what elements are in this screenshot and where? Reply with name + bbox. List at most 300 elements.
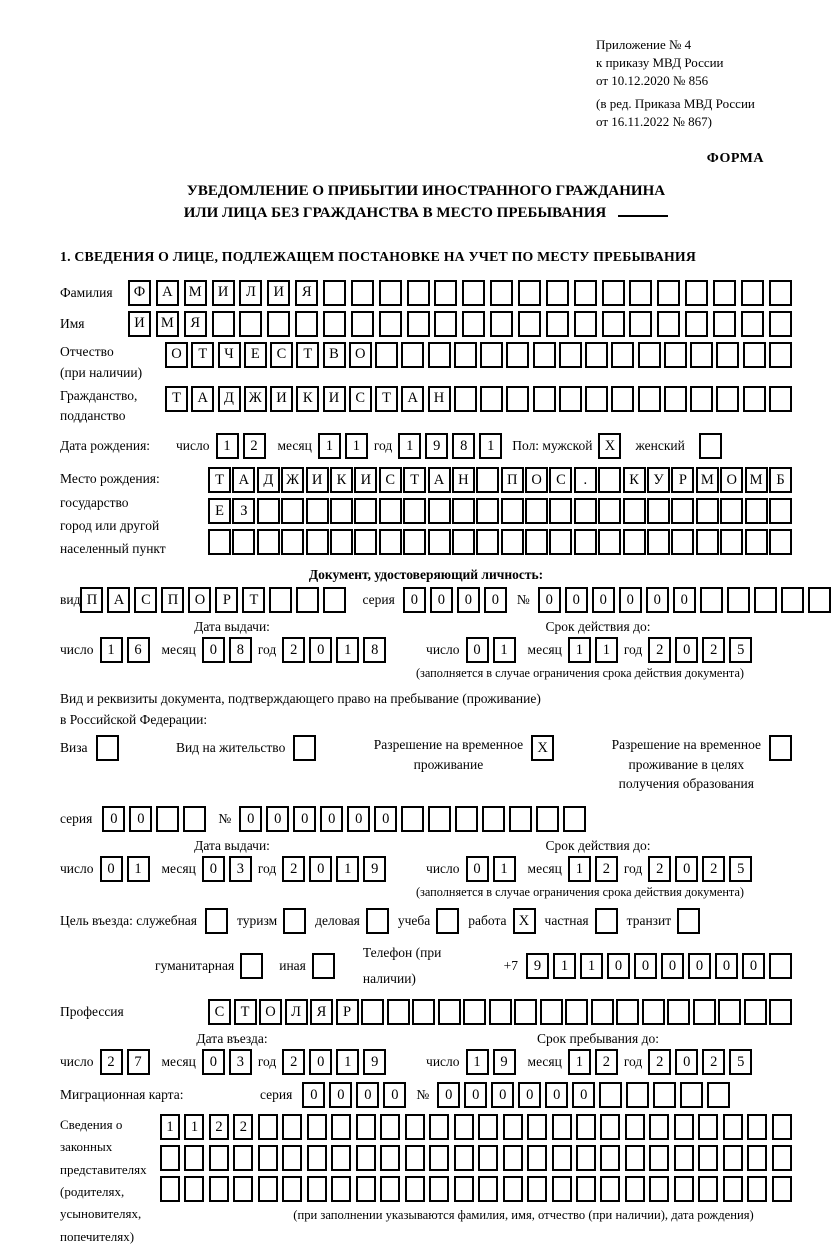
char-cell[interactable] [306,498,329,524]
char-cell[interactable]: 0 [202,637,225,663]
char-cell[interactable] [462,311,485,337]
char-cell[interactable] [209,1176,229,1202]
char-cell[interactable]: 0 [464,1082,487,1108]
char-cell[interactable]: С [208,999,231,1025]
char-cell[interactable]: 8 [363,637,386,663]
char-cell[interactable] [585,386,608,412]
char-cell[interactable]: 0 [466,856,489,882]
char-cell[interactable]: 0 [239,806,262,832]
char-cell[interactable] [769,280,792,306]
char-cell[interactable] [331,1114,351,1140]
char-cell[interactable] [685,311,708,337]
purpose-business-checkbox[interactable] [366,908,389,934]
char-cell[interactable] [698,1114,718,1140]
char-cell[interactable] [380,1176,400,1202]
char-cell[interactable]: 0 [661,953,684,979]
char-cell[interactable] [576,1176,596,1202]
char-cell[interactable]: 9 [493,1049,516,1075]
char-cell[interactable] [559,342,582,368]
char-cell[interactable] [454,342,477,368]
char-cell[interactable] [546,311,569,337]
char-cell[interactable]: Я [295,280,318,306]
char-cell[interactable] [549,529,572,555]
char-cell[interactable]: 2 [282,856,305,882]
char-cell[interactable] [405,1114,425,1140]
char-cell[interactable]: 1 [345,433,368,459]
char-cell[interactable]: А [428,467,451,493]
char-cell[interactable]: 1 [184,1114,204,1140]
char-cell[interactable]: М [156,311,179,337]
char-cell[interactable]: 2 [648,856,671,882]
char-cell[interactable]: И [212,280,235,306]
char-cell[interactable] [680,1082,703,1108]
char-cell[interactable] [463,999,486,1025]
char-cell[interactable]: 0 [466,637,489,663]
char-cell[interactable] [642,999,665,1025]
char-cell[interactable] [501,529,524,555]
char-cell[interactable]: 1 [580,953,603,979]
char-cell[interactable] [690,342,713,368]
char-cell[interactable] [454,1145,474,1171]
char-cell[interactable] [563,806,586,832]
char-cell[interactable]: 1 [336,637,359,663]
char-cell[interactable]: 0 [484,587,507,613]
char-cell[interactable]: 0 [329,1082,352,1108]
char-cell[interactable] [258,1176,278,1202]
char-cell[interactable] [772,1114,792,1140]
char-cell[interactable] [506,342,529,368]
char-cell[interactable]: Т [242,587,265,613]
char-cell[interactable]: 0 [100,856,123,882]
char-cell[interactable]: Р [671,467,694,493]
char-cell[interactable]: А [107,587,130,613]
char-cell[interactable] [616,999,639,1025]
char-cell[interactable] [183,806,206,832]
char-cell[interactable] [331,1176,351,1202]
char-cell[interactable]: 0 [356,1082,379,1108]
char-cell[interactable]: 0 [688,953,711,979]
char-cell[interactable] [184,1176,204,1202]
char-cell[interactable]: Р [336,999,359,1025]
purpose-tourism-checkbox[interactable] [283,908,306,934]
char-cell[interactable]: Т [208,467,231,493]
char-cell[interactable]: 1 [127,856,150,882]
char-cell[interactable] [674,1114,694,1140]
char-cell[interactable] [405,1145,425,1171]
char-cell[interactable] [490,311,513,337]
char-cell[interactable] [239,311,262,337]
char-cell[interactable] [351,280,374,306]
purpose-work-checkbox[interactable]: X [513,908,536,934]
char-cell[interactable]: 1 [493,856,516,882]
char-cell[interactable] [525,529,548,555]
char-cell[interactable]: 3 [229,856,252,882]
char-cell[interactable] [407,311,430,337]
char-cell[interactable] [772,1176,792,1202]
purpose-official-checkbox[interactable] [205,908,228,934]
char-cell[interactable]: 0 [129,806,152,832]
char-cell[interactable] [525,498,548,524]
char-cell[interactable] [576,1145,596,1171]
char-cell[interactable] [781,587,804,613]
char-cell[interactable] [713,280,736,306]
char-cell[interactable]: 1 [568,637,591,663]
char-cell[interactable]: 2 [595,856,618,882]
char-cell[interactable] [379,529,402,555]
female-checkbox[interactable] [699,433,722,459]
char-cell[interactable]: Н [452,467,475,493]
char-cell[interactable] [331,1145,351,1171]
char-cell[interactable]: К [330,467,353,493]
char-cell[interactable] [690,386,713,412]
char-cell[interactable] [747,1145,767,1171]
char-cell[interactable]: Л [239,280,262,306]
purpose-humanitarian-checkbox[interactable] [240,953,263,979]
char-cell[interactable]: 2 [243,433,266,459]
char-cell[interactable] [599,1082,622,1108]
char-cell[interactable]: 2 [648,637,671,663]
char-cell[interactable] [527,1114,547,1140]
char-cell[interactable] [330,498,353,524]
char-cell[interactable]: 0 [309,1049,332,1075]
char-cell[interactable] [598,529,621,555]
char-cell[interactable] [480,342,503,368]
char-cell[interactable] [653,1082,676,1108]
char-cell[interactable]: 1 [553,953,576,979]
char-cell[interactable]: 0 [102,806,125,832]
char-cell[interactable] [452,498,475,524]
char-cell[interactable]: 1 [493,637,516,663]
char-cell[interactable] [552,1114,572,1140]
char-cell[interactable]: 0 [202,1049,225,1075]
char-cell[interactable] [454,386,477,412]
char-cell[interactable]: 2 [702,637,725,663]
char-cell[interactable] [667,999,690,1025]
char-cell[interactable]: О [259,999,282,1025]
char-cell[interactable]: Р [215,587,238,613]
temp-residence-edu-checkbox[interactable] [769,735,792,761]
char-cell[interactable]: 1 [595,637,618,663]
char-cell[interactable]: . [574,467,597,493]
char-cell[interactable]: 0 [572,1082,595,1108]
char-cell[interactable] [769,386,792,412]
char-cell[interactable] [476,529,499,555]
char-cell[interactable] [649,1176,669,1202]
char-cell[interactable]: У [647,467,670,493]
char-cell[interactable]: 0 [403,587,426,613]
char-cell[interactable] [625,1176,645,1202]
char-cell[interactable]: Е [208,498,231,524]
char-cell[interactable] [754,587,777,613]
char-cell[interactable]: 9 [363,856,386,882]
char-cell[interactable]: Я [184,311,207,337]
char-cell[interactable] [657,280,680,306]
char-cell[interactable] [707,1082,730,1108]
char-cell[interactable]: 0 [646,587,669,613]
char-cell[interactable] [258,1114,278,1140]
char-cell[interactable] [747,1114,767,1140]
char-cell[interactable] [380,1145,400,1171]
char-cell[interactable] [160,1176,180,1202]
char-cell[interactable] [454,1176,474,1202]
char-cell[interactable] [744,999,767,1025]
char-cell[interactable] [356,1176,376,1202]
char-cell[interactable]: 0 [634,953,657,979]
char-cell[interactable] [671,529,694,555]
char-cell[interactable]: С [549,467,572,493]
char-cell[interactable]: 0 [673,587,696,613]
char-cell[interactable]: И [354,467,377,493]
char-cell[interactable]: В [323,342,346,368]
char-cell[interactable]: И [267,280,290,306]
char-cell[interactable]: М [184,280,207,306]
char-cell[interactable]: 2 [702,1049,725,1075]
char-cell[interactable]: А [401,386,424,412]
char-cell[interactable] [212,311,235,337]
char-cell[interactable]: З [232,498,255,524]
char-cell[interactable]: 9 [363,1049,386,1075]
char-cell[interactable]: 6 [127,637,150,663]
char-cell[interactable]: 0 [430,587,453,613]
char-cell[interactable]: 0 [266,806,289,832]
char-cell[interactable] [565,999,588,1025]
char-cell[interactable] [354,498,377,524]
char-cell[interactable] [540,999,563,1025]
char-cell[interactable] [455,806,478,832]
char-cell[interactable] [574,498,597,524]
char-cell[interactable]: 0 [538,587,561,613]
char-cell[interactable] [257,498,280,524]
char-cell[interactable]: О [349,342,372,368]
char-cell[interactable] [623,529,646,555]
char-cell[interactable]: 0 [607,953,630,979]
char-cell[interactable]: Е [244,342,267,368]
char-cell[interactable] [718,999,741,1025]
char-cell[interactable]: 0 [491,1082,514,1108]
char-cell[interactable] [664,342,687,368]
char-cell[interactable] [533,342,556,368]
char-cell[interactable] [282,1145,302,1171]
char-cell[interactable] [657,311,680,337]
char-cell[interactable] [745,498,768,524]
char-cell[interactable]: М [696,467,719,493]
char-cell[interactable] [598,498,621,524]
char-cell[interactable] [527,1176,547,1202]
char-cell[interactable] [808,587,831,613]
char-cell[interactable] [723,1176,743,1202]
temp-residence-checkbox[interactable]: X [531,735,554,761]
char-cell[interactable] [716,386,739,412]
char-cell[interactable]: 2 [648,1049,671,1075]
char-cell[interactable] [232,529,255,555]
char-cell[interactable]: 5 [729,856,752,882]
char-cell[interactable] [600,1145,620,1171]
char-cell[interactable] [720,498,743,524]
char-cell[interactable] [549,498,572,524]
char-cell[interactable] [503,1145,523,1171]
char-cell[interactable] [351,311,374,337]
char-cell[interactable]: 0 [293,806,316,832]
char-cell[interactable] [403,529,426,555]
char-cell[interactable] [375,342,398,368]
char-cell[interactable]: О [720,467,743,493]
char-cell[interactable] [269,587,292,613]
char-cell[interactable]: 1 [568,1049,591,1075]
char-cell[interactable] [585,342,608,368]
char-cell[interactable] [741,280,764,306]
char-cell[interactable] [506,386,529,412]
char-cell[interactable] [482,806,505,832]
char-cell[interactable] [489,999,512,1025]
char-cell[interactable] [330,529,353,555]
char-cell[interactable] [454,1114,474,1140]
char-cell[interactable] [281,498,304,524]
char-cell[interactable] [387,999,410,1025]
char-cell[interactable] [258,1145,278,1171]
char-cell[interactable]: Т [403,467,426,493]
char-cell[interactable]: 2 [100,1049,123,1075]
char-cell[interactable] [407,280,430,306]
char-cell[interactable] [674,1176,694,1202]
char-cell[interactable] [693,999,716,1025]
char-cell[interactable] [743,342,766,368]
char-cell[interactable] [323,280,346,306]
char-cell[interactable] [462,280,485,306]
char-cell[interactable] [698,1176,718,1202]
char-cell[interactable]: 8 [229,637,252,663]
char-cell[interactable]: 1 [318,433,341,459]
char-cell[interactable] [282,1114,302,1140]
char-cell[interactable] [501,498,524,524]
char-cell[interactable]: Т [165,386,188,412]
char-cell[interactable]: А [156,280,179,306]
char-cell[interactable] [354,529,377,555]
char-cell[interactable] [307,1114,327,1140]
char-cell[interactable]: 0 [545,1082,568,1108]
char-cell[interactable]: 0 [675,856,698,882]
char-cell[interactable]: 0 [309,856,332,882]
char-cell[interactable] [208,529,231,555]
char-cell[interactable]: 1 [216,433,239,459]
char-cell[interactable] [307,1145,327,1171]
char-cell[interactable] [478,1176,498,1202]
char-cell[interactable]: 2 [282,637,305,663]
char-cell[interactable]: 0 [565,587,588,613]
char-cell[interactable] [379,311,402,337]
char-cell[interactable] [591,999,614,1025]
char-cell[interactable] [509,806,532,832]
char-cell[interactable] [405,1176,425,1202]
char-cell[interactable] [514,999,537,1025]
residence-permit-checkbox[interactable] [293,735,316,761]
char-cell[interactable] [480,386,503,412]
char-cell[interactable]: Ж [281,467,304,493]
char-cell[interactable] [769,953,792,979]
char-cell[interactable]: Ф [128,280,151,306]
char-cell[interactable] [428,342,451,368]
char-cell[interactable] [476,467,499,493]
char-cell[interactable] [674,1145,694,1171]
char-cell[interactable]: 0 [320,806,343,832]
char-cell[interactable]: С [270,342,293,368]
char-cell[interactable] [323,311,346,337]
char-cell[interactable] [503,1176,523,1202]
char-cell[interactable] [647,498,670,524]
char-cell[interactable]: 1 [336,1049,359,1075]
char-cell[interactable]: К [623,467,646,493]
char-cell[interactable]: О [188,587,211,613]
char-cell[interactable] [380,1114,400,1140]
char-cell[interactable]: 0 [437,1082,460,1108]
char-cell[interactable]: Т [375,386,398,412]
char-cell[interactable] [600,1114,620,1140]
char-cell[interactable]: Л [285,999,308,1025]
char-cell[interactable]: 1 [479,433,502,459]
char-cell[interactable] [671,498,694,524]
char-cell[interactable] [401,342,424,368]
char-cell[interactable]: Т [296,342,319,368]
char-cell[interactable]: С [349,386,372,412]
char-cell[interactable] [638,386,661,412]
char-cell[interactable] [429,1145,449,1171]
char-cell[interactable]: Н [428,386,451,412]
char-cell[interactable] [611,342,634,368]
char-cell[interactable] [356,1114,376,1140]
char-cell[interactable]: П [501,467,524,493]
purpose-other-checkbox[interactable] [312,953,335,979]
char-cell[interactable] [401,806,424,832]
char-cell[interactable] [257,529,280,555]
char-cell[interactable] [379,498,402,524]
char-cell[interactable]: И [270,386,293,412]
char-cell[interactable] [552,1176,572,1202]
char-cell[interactable] [428,806,451,832]
char-cell[interactable] [533,386,556,412]
char-cell[interactable] [527,1145,547,1171]
char-cell[interactable]: 9 [526,953,549,979]
char-cell[interactable]: Д [218,386,241,412]
char-cell[interactable]: М [745,467,768,493]
char-cell[interactable]: П [161,587,184,613]
char-cell[interactable] [769,529,792,555]
char-cell[interactable]: 1 [466,1049,489,1075]
char-cell[interactable] [518,311,541,337]
char-cell[interactable]: А [232,467,255,493]
char-cell[interactable]: 0 [675,637,698,663]
char-cell[interactable]: 0 [374,806,397,832]
char-cell[interactable]: 0 [715,953,738,979]
char-cell[interactable]: 1 [160,1114,180,1140]
char-cell[interactable] [559,386,582,412]
char-cell[interactable]: 0 [457,587,480,613]
char-cell[interactable] [438,999,461,1025]
char-cell[interactable] [379,280,402,306]
char-cell[interactable]: Т [234,999,257,1025]
char-cell[interactable] [625,1145,645,1171]
char-cell[interactable] [574,311,597,337]
char-cell[interactable]: Б [769,467,792,493]
char-cell[interactable] [769,999,792,1025]
char-cell[interactable] [434,311,457,337]
char-cell[interactable] [490,280,513,306]
char-cell[interactable] [518,280,541,306]
char-cell[interactable]: 0 [347,806,370,832]
char-cell[interactable]: 0 [518,1082,541,1108]
char-cell[interactable]: 2 [233,1114,253,1140]
char-cell[interactable] [698,1145,718,1171]
char-cell[interactable] [769,311,792,337]
char-cell[interactable] [747,1176,767,1202]
